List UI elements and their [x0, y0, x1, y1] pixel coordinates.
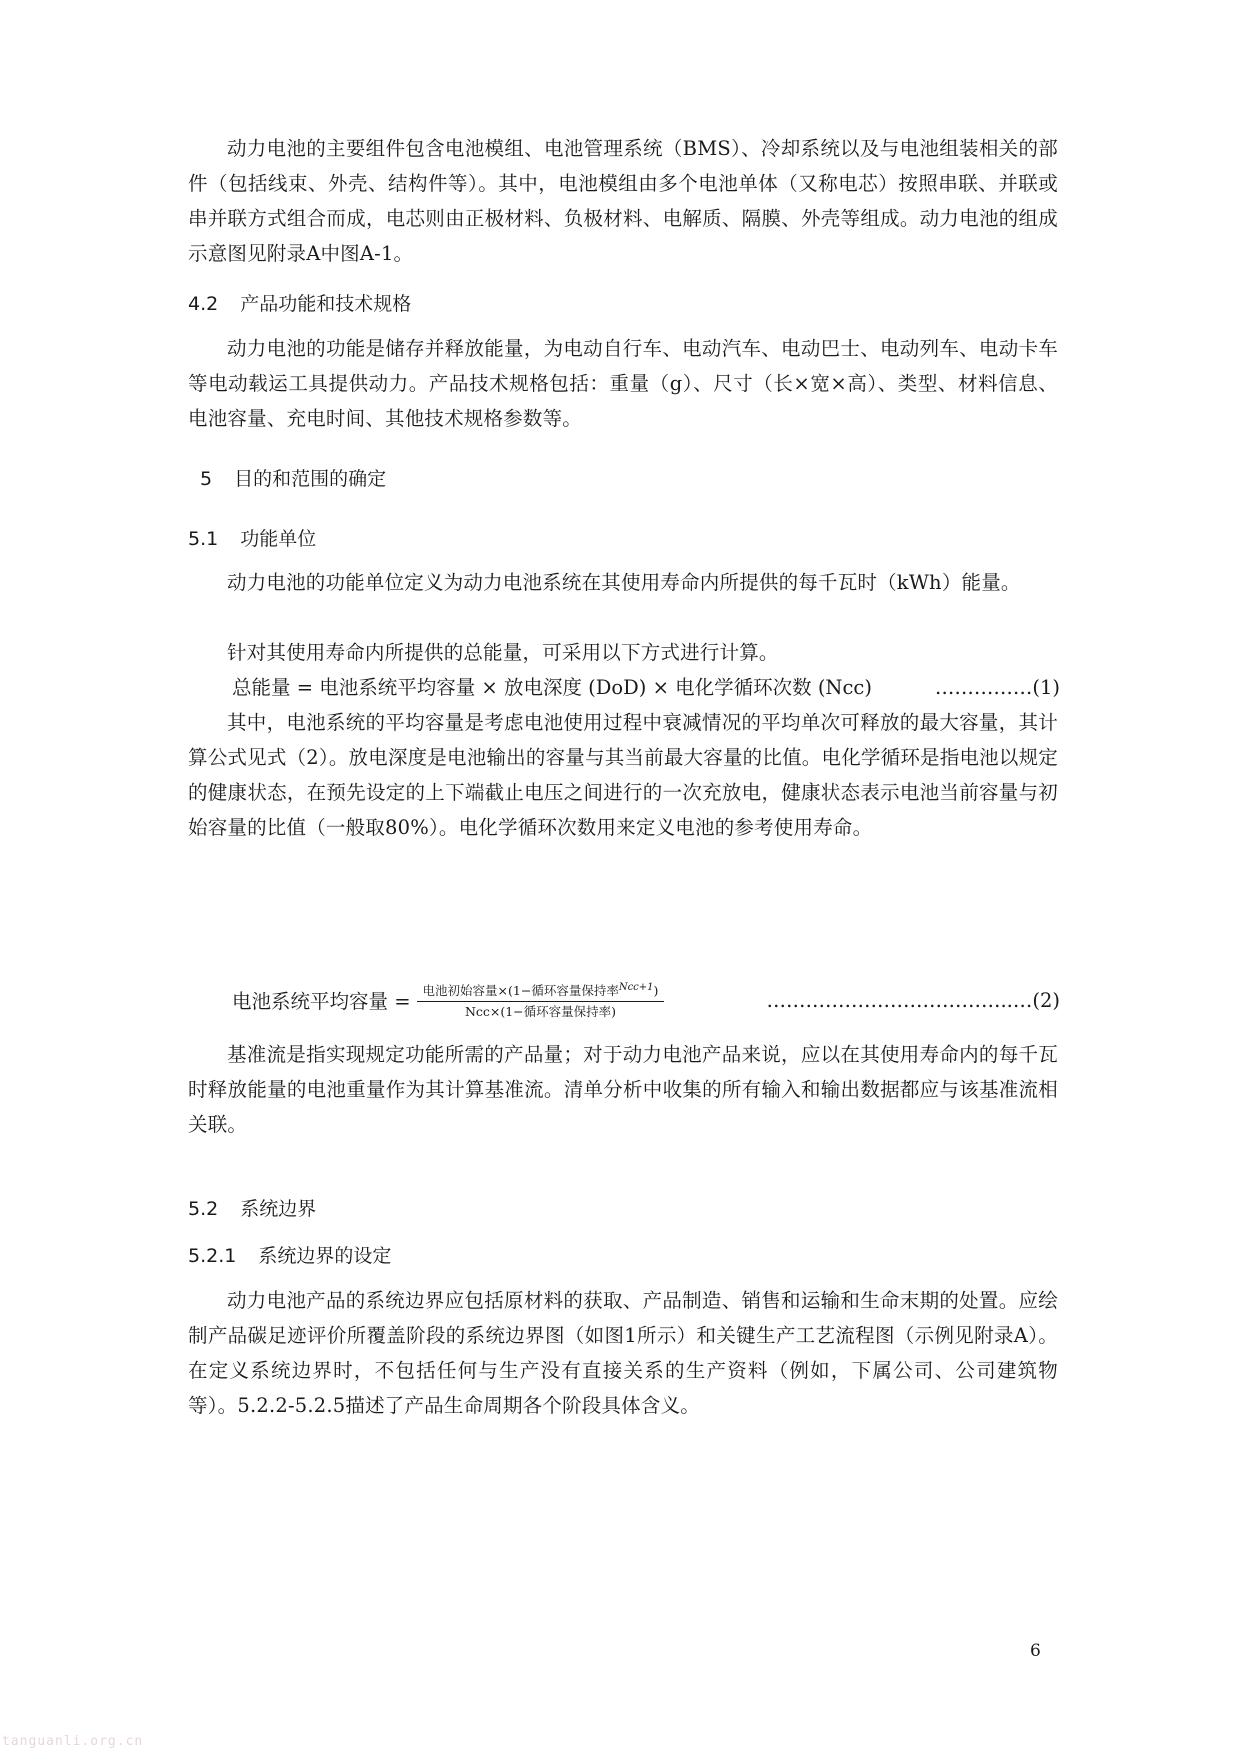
formula-1-text: 总能量 = 电池系统平均容量 × 放电深度 (DoD) × 电化学循环次数 (Ncc) — [232, 676, 872, 699]
formula-1-number — [935, 670, 1060, 705]
formula-2-denominator: Ncc×(1−循环容量保持率) — [464, 1004, 617, 1020]
formula-2-fraction — [417, 978, 665, 1022]
formula-2-number — [766, 989, 1060, 1012]
formula-1 — [232, 670, 1060, 705]
page-number: 6 — [1030, 1641, 1041, 1661]
formula-2-lhs: 电池系统平均容量 = — [232, 990, 411, 1013]
heading-title: 功能单位 — [240, 528, 317, 550]
numerator-close: ) — [653, 983, 659, 999]
heading-title: 产品功能和技术规格 — [240, 293, 412, 315]
numerator-exponent: Ncc+1 — [618, 981, 654, 993]
heading-5-2 — [188, 1194, 316, 1224]
paragraph-total-energy-intro: 针对其使用寿命内所提供的总能量，可采用以下方式进行计算。 — [227, 641, 779, 664]
paragraph-system-boundary: 动力电池产品的系统边界应包括原材料的获取、产品制造、销售和运输和生命末期的处置。应绘制产品碳足迹评价所覆盖阶段的系统边界图（如图1所示）和关键生产工艺流程图（示例见附录A）。在定义系统边界时，不包括任何与生产没有直接关系的生产资料（例如，下属公司、公司建筑物等）。5.2.2-5.2.5描述了产品生命周期各个阶段具体含义。 — [188, 1289, 1058, 1417]
watermark: tanguanli.org.cn — [2, 1734, 144, 1749]
formula-2-label: (2) — [1032, 988, 1060, 1012]
heading-title: 目的和范围的确定 — [234, 468, 387, 490]
heading-number: 5.1 — [188, 528, 219, 550]
heading-number: 5.2.1 — [188, 1245, 237, 1267]
formula-2 — [232, 970, 1060, 1030]
formula-1-label: (1) — [1032, 676, 1060, 699]
formula-1-dots: …………… — [934, 676, 1033, 699]
paragraph-reference-flow: 基准流是指实现规定功能所需的产品量；对于动力电池产品来说，应以在其使用寿命内的每千瓦时释放能量的电池重量作为其计算基准流。清单分析中收集的所有输入和输出数据都应与该基准流相关联。 — [188, 1043, 1058, 1136]
heading-title: 系统边界的设定 — [258, 1245, 392, 1267]
heading-title: 系统边界 — [240, 1198, 317, 1220]
formula-2-numerator — [417, 978, 665, 1001]
heading-5 — [200, 464, 386, 494]
paragraph-product-function: 动力电池的功能是储存并释放能量，为电动自行车、电动汽车、电动巴士、电动列车、电动卡车等电动载运工具提供动力。产品技术规格包括：重量（g）、尺寸（长×宽×高）、类型、材料信息、电池容量、充电时间、其他技术规格参数等。 — [188, 337, 1058, 430]
heading-5-2-1 — [188, 1241, 391, 1271]
paragraph-average-capacity: 其中，电池系统的平均容量是考虑电池使用过程中衰减情况的平均单次可释放的最大容量，其计算公式见式（2）。放电深度是电池输出的容量与其当前最大容量的比值。电化学循环是指电池以规定的健康状态，在预先设定的上下端截止电压之间进行的一次充放电，健康状态表示电池当前容量与初始容量的比值（一般取80%）。电化学循环次数用来定义电池的参考使用寿命。 — [188, 711, 1058, 839]
heading-number: 5.2 — [188, 1198, 219, 1220]
heading-5-1 — [188, 524, 316, 554]
heading-number: 5 — [200, 468, 213, 490]
heading-number: 4.2 — [188, 293, 219, 315]
numerator-text: 电池初始容量×(1−循环容量保持率 — [422, 983, 619, 999]
formula-2-dots: ………………………………..… — [766, 988, 1033, 1012]
paragraph-battery-components: 动力电池的主要组件包含电池模组、电池管理系统（BMS）、冷却系统以及与电池组装相关的部件（包括线束、外壳、结构件等）。其中，电池模组由多个电池单体（又称电芯）按照串联、并联或串并联方式组合而成，电芯则由正极材料、负极材料、电解质、隔膜、外壳等组成。动力电池的组成示意图见附录A中图A-1。 — [188, 137, 1058, 265]
heading-4-2 — [188, 289, 411, 319]
paragraph-functional-unit: 动力电池的功能单位定义为动力电池系统在其使用寿命内所提供的每千瓦时（kWh）能量。 — [227, 571, 1021, 594]
